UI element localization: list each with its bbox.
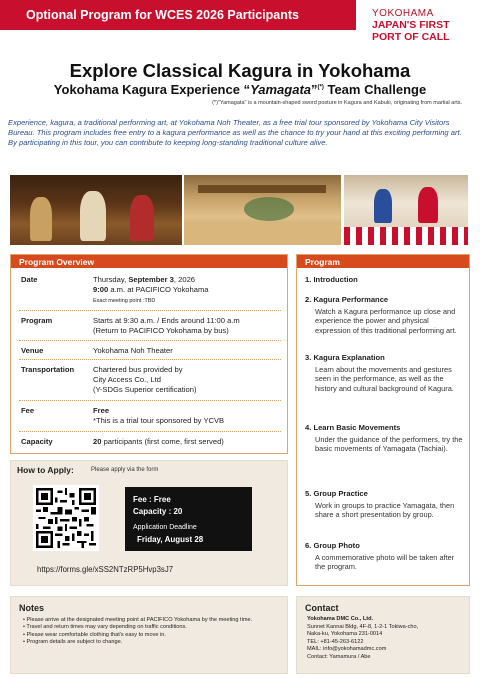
subtitle-italic: Yamagata <box>250 82 312 97</box>
subtitle-prefix: Yokohama Kagura Experience “ <box>53 82 251 97</box>
fee-note: *This is a trial tour sponsored by YCVB <box>93 415 225 425</box>
transportation-label: Transportation <box>21 365 75 374</box>
notes-list <box>23 617 279 646</box>
capacity-rest: participants (first come, first served) <box>101 437 224 446</box>
deadline-date: Friday, August 28 <box>137 535 204 544</box>
overview-heading: Program Overview <box>11 255 287 268</box>
date-bold: September 3 <box>128 275 174 284</box>
notes-panel <box>10 596 288 674</box>
divider <box>19 340 281 341</box>
transport-line-1: Chartered bus provided by <box>93 365 183 374</box>
date-label: Date <box>21 275 38 284</box>
subtitle-mark: (*) <box>317 84 324 91</box>
program-item-title: 3. Kagura Explanation <box>305 353 385 362</box>
capacity-value <box>93 437 283 447</box>
kagura-performance-photo <box>10 175 182 245</box>
apply-form-link[interactable]: https://forms.gle/xSS2NTzRP5Hvp3sJ7 <box>37 565 174 574</box>
qr-code-icon[interactable] <box>33 485 99 551</box>
noh-stage-photo <box>184 175 341 245</box>
capacity-number: 20 <box>93 437 102 446</box>
contact-company: Yokohama DMC Co., Ltd. <box>307 616 374 622</box>
deadline-label: Application Deadline <box>133 524 197 531</box>
program-overview-panel <box>10 254 288 454</box>
intro-text <box>8 118 474 148</box>
note-item: • Please wear comfortable clothing that's easy to move in. <box>23 632 279 639</box>
contact-mail[interactable]: MAIL: info@yokohamadmc.com <box>307 646 387 653</box>
apply-capacity: Capacity : 20 <box>133 507 183 516</box>
how-to-apply-panel <box>10 460 288 586</box>
logo-line-2: JAPAN'S FIRST <box>372 19 450 31</box>
divider <box>19 431 281 432</box>
transportation-value <box>93 365 283 395</box>
logo-line-1: YOKOHAMA <box>372 8 434 19</box>
meeting-point: Exact meeting point :TBD <box>93 297 156 304</box>
yamagata-footnote: (*)"Yamagata" is a mountain-shaped sword posture in Kagura and Kabuki, originating from martial arts. <box>212 100 462 106</box>
program-line-1: Starts at 9:30 a.m. / Ends around 11:00 a.m <box>93 316 240 325</box>
contact-address-1: Sunnet Kannai Bldg, 4F-8, 1-2-1 Tokiwa-cho, <box>307 623 419 630</box>
logo-line-3: PORT OF CALL <box>372 30 450 43</box>
page-title: Explore Classical Kagura in Yokohama <box>69 60 411 81</box>
contact-address-2: Naka-ku, Yokohama 231-0014 <box>307 631 383 638</box>
apply-subtext: Please apply via the form <box>91 467 159 473</box>
intro-paragraph-2: By participating in this tour, you can contribute to keeping long-standing traditional culture alive. <box>8 137 328 147</box>
contact-heading: Contact <box>305 603 339 613</box>
program-value <box>93 316 283 336</box>
program-item-title: 5. Group Practice <box>305 489 368 498</box>
program-item <box>305 541 465 572</box>
top-banner <box>0 0 356 30</box>
program-item <box>305 295 465 335</box>
program-item-desc: Watch a Kagura performance up close and experience the power and physical expression of this traditional performing art. <box>315 307 457 335</box>
date-suffix: , 2026 <box>173 275 196 284</box>
fee-amount: Free <box>93 406 110 415</box>
date-prefix: Thursday, <box>93 275 129 284</box>
apply-info-box <box>125 487 252 551</box>
divider <box>19 359 281 360</box>
program-item <box>305 353 465 393</box>
banner-text: Optional Program for WCES 2026 Participants <box>26 8 299 22</box>
kagura-stage-photo <box>344 175 468 245</box>
subtitle-suffix: Team Challenge <box>323 82 427 97</box>
program-item-desc: Under the guidance of the performers, try the basic movements of Yamagata (Tachiai). <box>315 435 463 454</box>
program-label: Program <box>21 316 53 325</box>
program-line-2: (Return to PACIFICO Yokohama by bus) <box>93 325 229 335</box>
program-item <box>305 275 465 284</box>
program-item <box>305 423 465 454</box>
venue-label: Venue <box>21 346 44 355</box>
program-item-desc: A commemorative photo will be taken after the program. <box>315 553 455 572</box>
page-subtitle: Yokohama Kagura Experience “Yamagata”(*) Team Challenge <box>53 82 427 97</box>
note-item: • Program details are subject to change. <box>23 639 279 646</box>
time-bold: 9:00 <box>93 284 109 294</box>
program-item-desc: Learn about the movements and gestures seen in the performance, as well as the history and cultural background of Kagura. <box>315 365 454 393</box>
contact-tel[interactable]: TEL: +81-45-263-6122 <box>307 638 364 645</box>
contact-panel <box>296 596 470 674</box>
intro-paragraph-1: Experience, kagura, a traditional performing art, at Yokohama Noh Theater, as a free trial tour sponsored by Yokohama City Visitors Bureau. This program includes free entry to a kagura performance as well as the chance to try your hand at this exciting performing art. <box>8 118 462 137</box>
divider <box>19 400 281 401</box>
program-item-title: 6. Group Photo <box>305 541 360 550</box>
notes-heading: Notes <box>19 603 45 613</box>
program-panel <box>296 254 470 586</box>
transport-line-3: (Y-SDGs Superior certification) <box>93 384 197 394</box>
program-item-desc: Work in groups to practice Yamagata, then share a short presentation by group. <box>315 501 455 520</box>
contact-person: Contact: Yamamura / Abe <box>307 653 371 660</box>
time-rest: a.m. at PACIFICO Yokohama <box>108 284 209 294</box>
program-item-title: 1. Introduction <box>305 275 358 284</box>
apply-fee: Fee : Free <box>133 495 171 504</box>
venue-value: Yokohama Noh Theater <box>93 346 173 355</box>
divider <box>19 310 281 311</box>
program-item-title: 4. Learn Basic Movements <box>305 423 401 432</box>
apply-heading: How to Apply: <box>17 465 74 475</box>
fee-label: Fee <box>21 406 35 415</box>
note-item: • Travel and return times may vary depending on traffic conditions. <box>23 624 279 631</box>
program-item <box>305 489 465 520</box>
program-item-title: 2. Kagura Performance <box>305 295 389 304</box>
yokohama-logo <box>372 9 472 42</box>
contact-details <box>307 616 467 661</box>
date-value <box>93 275 283 305</box>
fee-value <box>93 406 283 426</box>
transport-line-2: City Access Co., Ltd <box>93 374 161 384</box>
capacity-label: Capacity <box>21 437 53 446</box>
program-heading: Program <box>297 255 469 268</box>
note-item: • Please arrive at the designated meeting point at PACIFICO Yokohama by the meeting time. <box>23 617 279 624</box>
